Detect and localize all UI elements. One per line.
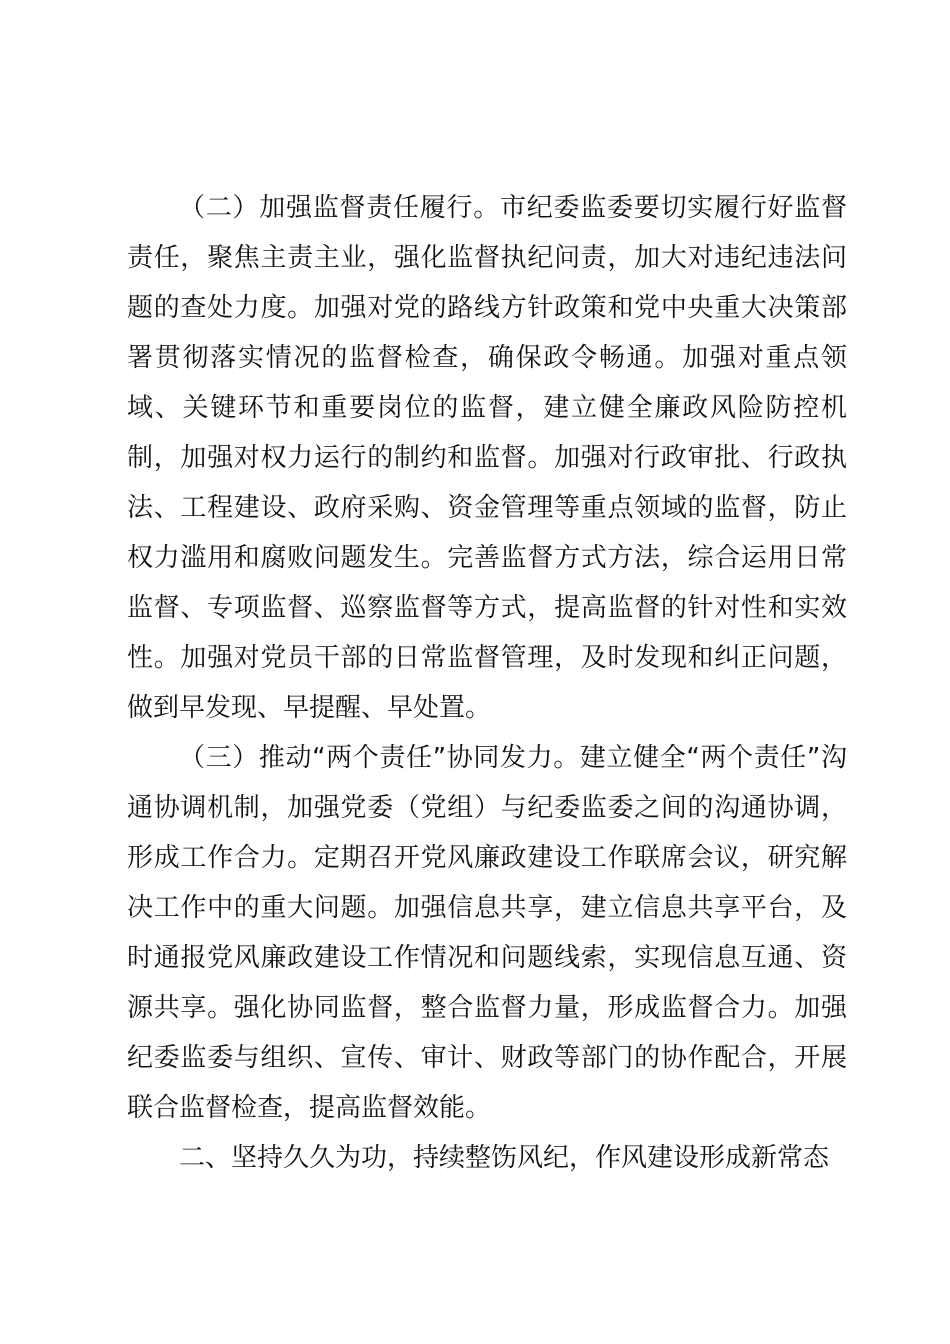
- paragraph-two-responsibilities: （三）推动“两个责任”协同发力。建立健全“两个责任”沟通协调机制，加强党委（党组）与纪委监委之间的沟通协调，形成工作合力。定期召开党风廉政建设工作联席会议，研究解决工作中的重大问题。加强信息共享，建立信息共享平台，及时通报党风廉政建设工作情况和问题线索，实现信息互通、资源共享。强化协同监督，整合监督力量，形成监督合力。加强纪委监委与组织、宣传、审计、财政等部门的协作配合，开展联合监督检查，提高监督效能。: [127, 743, 847, 1123]
- paragraph-supervision-responsibility: （二）加强监督责任履行。市纪委监委要切实履行好监督责任，聚焦主责主业，强化监督执纪问责，加大对违纪违法问题的查处力度。加强对党的路线方针政策和党中央重大决策部署贯彻落实情况的监督检查，确保政令畅通。加强对重点领域、关键环节和重要岗位的监督，建立健全廉政风险防控机制，加强对权力运行的制约和监督。加强对行政审批、行政执法、工程建设、政府采购、资金管理等重点领域的监督，防止权力滥用和腐败问题发生。完善监督方式方法，综合运用日常监督、专项监督、巡察监督等方式，提高监督的针对性和实效性。加强对党员干部的日常监督管理，及时发现和纠正问题，做到早发现、早提醒、早处置。: [127, 193, 847, 723]
- section-heading: 二、坚持久久为功，持续整饬风纪，作风建设形成新常态: [179, 1143, 830, 1173]
- document-body: [127, 183, 847, 1183]
